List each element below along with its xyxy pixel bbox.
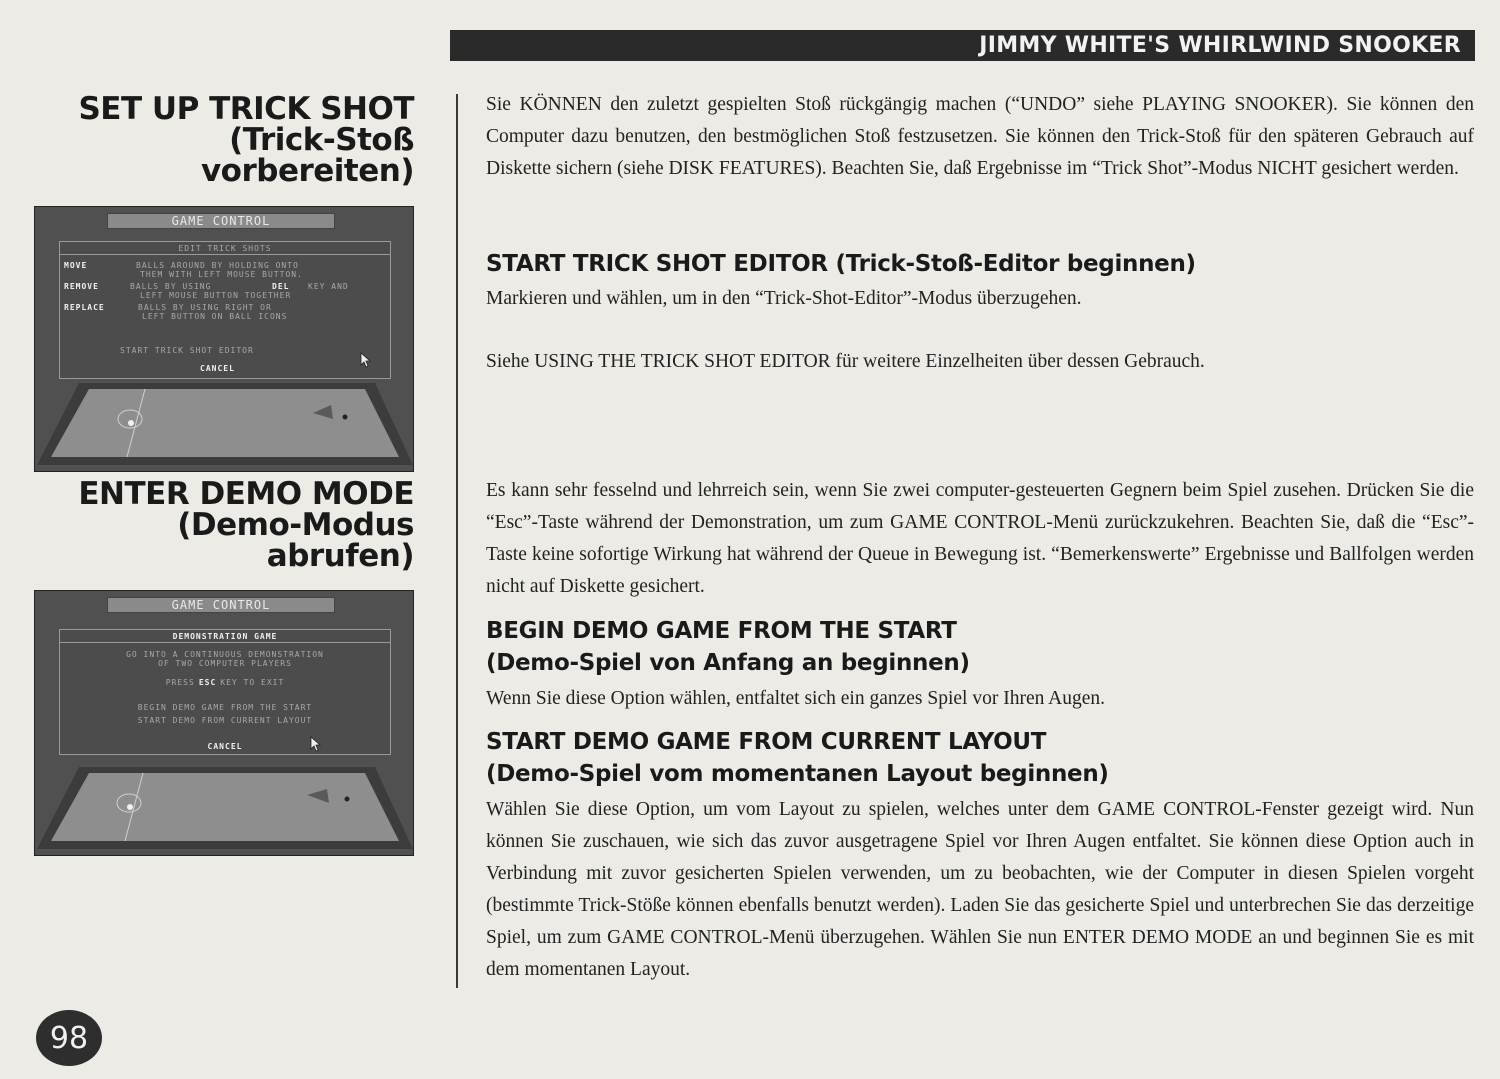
snooker-table-illustration — [35, 379, 414, 471]
info-text: PRESS — [165, 678, 195, 687]
row-text: LEFT BUTTON ON BALL ICONS — [142, 312, 288, 321]
snooker-table-illustration — [35, 763, 414, 855]
row-text: BALLS BY USING — [130, 282, 212, 291]
panel-title: DEMONSTRATION GAME — [172, 632, 278, 641]
menu-option-begin-demo-from-start[interactable]: BEGIN DEMO GAME FROM THE START — [137, 703, 313, 712]
paragraph: Siehe USING THE TRICK SHOT EDITOR für weitere Einzelheiten über dessen Gebrauch. — [486, 351, 1205, 372]
info-text: KEY TO EXIT — [220, 678, 285, 687]
row-text: THEM WITH LEFT MOUSE BUTTON. — [140, 270, 303, 279]
trick-shot-screenshot — [34, 206, 414, 472]
panel-title: EDIT TRICK SHOTS — [178, 244, 272, 253]
menu-option-cancel[interactable]: CANCEL — [207, 742, 243, 751]
row-text: KEY AND — [308, 282, 349, 291]
menu-option-start-demo-from-current-layout[interactable]: START DEMO FROM CURRENT LAYOUT — [137, 716, 313, 725]
paragraph: Markieren und wählen, um in den “Trick-Shot-Editor”-Modus überzugehen. — [486, 288, 1082, 309]
heading-line: abrufen) — [266, 538, 414, 574]
row-label-replace: REPLACE — [64, 303, 105, 312]
heading-line: (Trick-Stoß — [229, 122, 414, 158]
mouse-cursor-icon — [360, 352, 372, 368]
paragraph: Wählen Sie diese Option, um vom Layout zu spielen, welches unter dem GAME CONTROL-Fenster gezeigt wird. Nun können Sie zuschauen, wie sich das zuvor ausgetragene Spiel vor Ihren Augen entfaltet. Sie können diese Option auch in Verbindung mit zuvor gesicherten Spielen verwenden, um zu beobachten, wie der Computer in diesen Spielen vorgeht (bestimmte Trick-Stöße können ebenfalls benutzt werden). Laden Sie das gesicherte Spiel und unterbrechen Sie das derzeitige Spiel, um zum GAME CONTROL-Menü überzugehen. Wählen Sie nun ENTER DEMO MODE an und beginnen Sie es mit dem momentanen Layout. — [486, 799, 1474, 980]
demo-intro-paragraph: Es kann sehr fesselnd und lehrreich sein, wenn Sie zwei computer-gesteuerten Gegnern beim Spiel zusehen. Drücken Sie die “Esc”-Taste während der Demonstration, um zum GAME CONTROL-Menü zurückzukehren. Beachten Sie, daß die “Esc”-Taste keine sofortige Wirkung hat während der Queue in Bewegung ist. “Bemerkenswerte” Ergebnisse und Ballfolgen werden nicht auf Diskette gesichert. — [486, 480, 1474, 597]
demo-mode-screenshot — [34, 590, 414, 856]
info-line-press-esc — [60, 672, 390, 690]
info-line: GO INTO A CONTINUOUS DEMONSTRATION — [126, 650, 324, 659]
paragraph: Wenn Sie diese Option wählen, entfaltet sich ein ganzes Spiel vor Ihren Augen. — [486, 688, 1106, 709]
heading-line: SET UP TRICK SHOT — [78, 91, 414, 127]
row-label-remove: REMOVE — [64, 282, 99, 291]
heading-line: ENTER DEMO MODE — [78, 476, 414, 512]
menu-option-cancel[interactable]: CANCEL — [200, 364, 235, 373]
game-control-title: GAME CONTROL — [107, 213, 335, 229]
row-text: LEFT MOUSE BUTTON TOGETHER — [140, 291, 292, 300]
heading-start-demo-current-layout-de: (Demo-Spiel vom momentanen Layout beginnen) — [486, 761, 1109, 787]
page-header-bar — [450, 30, 1475, 61]
row-label-move: MOVE — [64, 261, 88, 270]
info-line: OF TWO COMPUTER PLAYERS — [158, 659, 292, 668]
row-text: BALLS AROUND BY HOLDING ONTO — [136, 261, 299, 270]
game-control-title: GAME CONTROL — [107, 597, 335, 613]
heading-enter-demo-mode — [78, 476, 414, 574]
heading-start-trick-shot-editor: START TRICK SHOT EDITOR (Trick-Stoß-Editor beginnen) — [486, 251, 1196, 277]
key-del: DEL — [272, 282, 290, 291]
key-esc: ESC — [198, 678, 217, 687]
heading-line: (Demo-Modus — [177, 507, 414, 543]
column-divider — [456, 94, 458, 988]
heading-begin-demo-game-de: (Demo-Spiel von Anfang an beginnen) — [486, 650, 970, 676]
mouse-cursor-icon — [310, 736, 322, 752]
menu-option-start-trick-shot-editor[interactable]: START TRICK SHOT EDITOR — [120, 346, 254, 355]
heading-set-up-trick-shot — [78, 91, 414, 189]
demonstration-game-panel — [59, 629, 391, 755]
heading-start-demo-current-layout: START DEMO GAME FROM CURRENT LAYOUT — [486, 729, 1047, 755]
edit-trick-shots-panel — [59, 241, 391, 379]
page-header-title: JIMMY WHITE'S WHIRLWIND SNOOKER — [979, 33, 1461, 58]
heading-begin-demo-game: BEGIN DEMO GAME FROM THE START — [486, 618, 957, 644]
page-number: 98 — [36, 1010, 102, 1066]
heading-line: vorbereiten) — [200, 153, 414, 189]
row-text: BALLS BY USING RIGHT OR — [138, 303, 272, 312]
intro-paragraph: Sie KÖNNEN den zuletzt gespielten Stoß rückgängig machen (“UNDO” siehe PLAYING SNOOKER). Sie können den Computer dazu benutzen, den bestmöglichen Stoß festzusetzen. Sie können den Trick-Stoß für den späteren Gebrauch auf Diskette sichern (siehe DISK FEATURES). Beachten Sie, daß Ergebnisse im “Trick Shot”-Modus NICHT gesichert werden. — [486, 94, 1474, 179]
